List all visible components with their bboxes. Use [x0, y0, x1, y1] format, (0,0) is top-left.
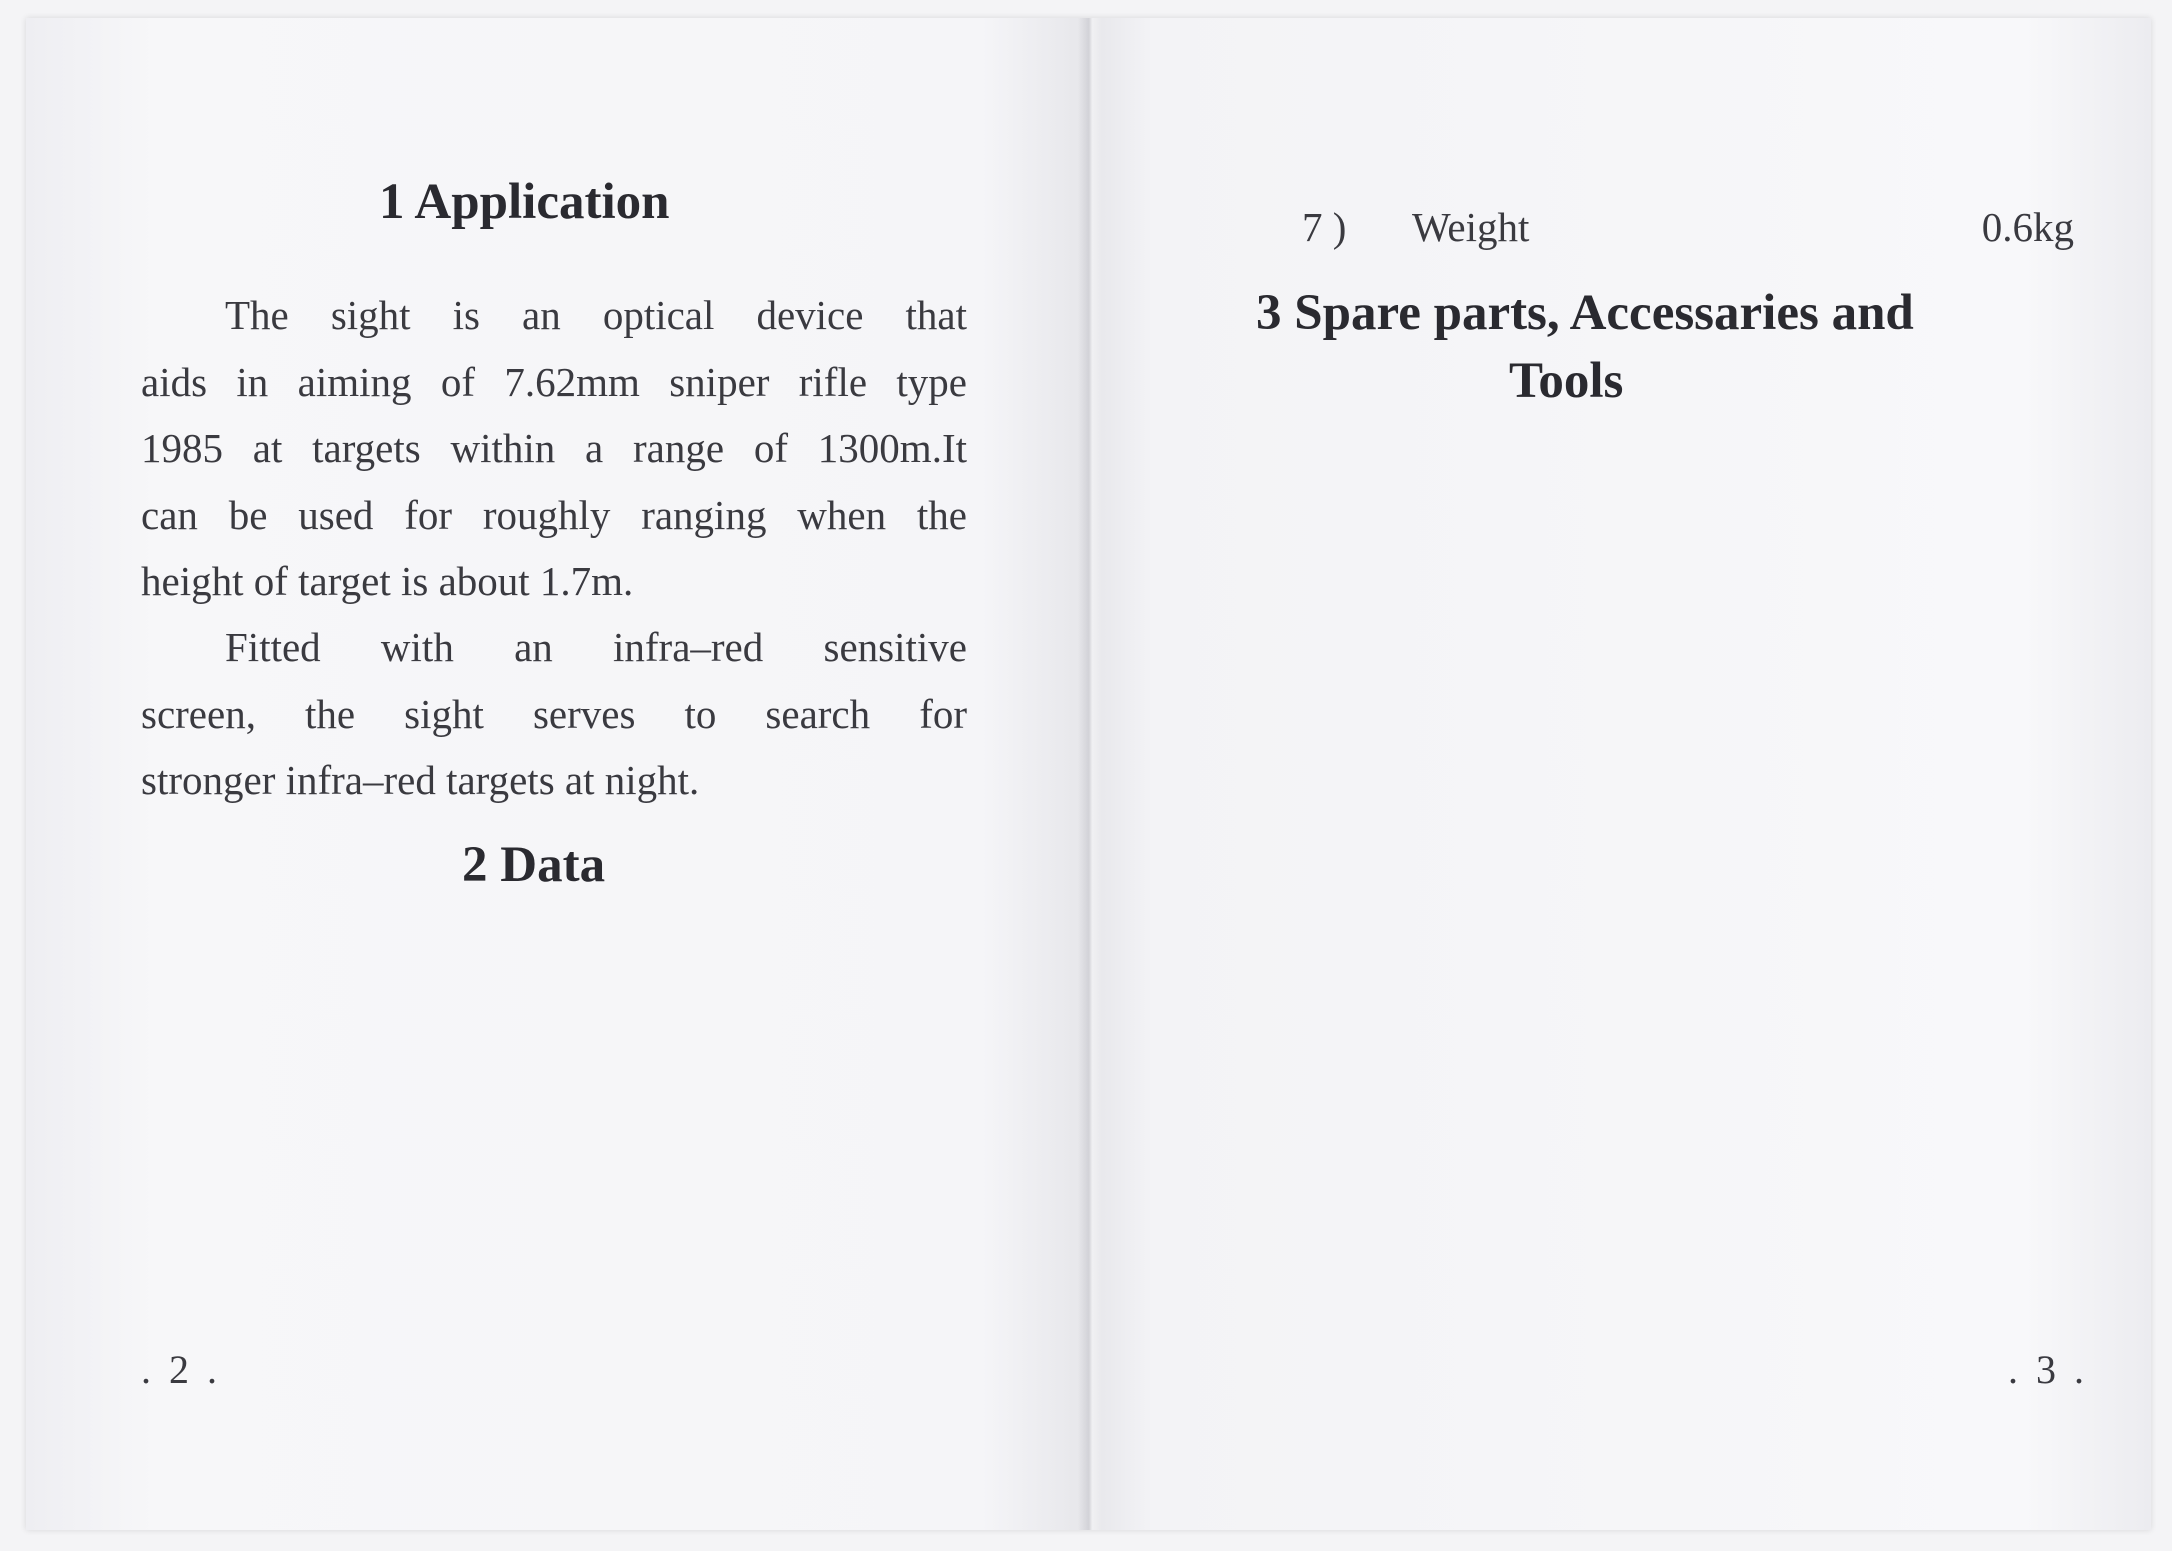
page-number: . 2 .	[141, 1347, 221, 1392]
text-line: screen, the sight serves to search for	[141, 690, 967, 737]
page-number: . 3 .	[2008, 1347, 2088, 1392]
data-heading: 2 Data	[462, 837, 606, 893]
application-paragraph-2	[141, 614, 967, 814]
application-heading: 1 Application	[379, 174, 670, 230]
spare-parts-heading-tools: Tools	[1509, 353, 1624, 409]
text-line: Fitted with an infra–red sensitive	[225, 624, 967, 670]
left-page	[26, 18, 1086, 1530]
row-label: Weight	[1412, 204, 1530, 250]
right-page	[1090, 18, 2151, 1530]
text-line: The sight is an optical device that	[225, 292, 967, 338]
row-value: 0.6kg	[1981, 204, 2074, 250]
booklet-spread	[26, 18, 2151, 1530]
weight-row	[1090, 194, 2151, 260]
text-line: aids in aiming of 7.62mm sniper rifle type	[141, 358, 967, 405]
row-number: 7 )	[1302, 204, 1347, 250]
application-paragraph-1	[141, 282, 967, 615]
text-line: stronger infra–red targets at night.	[141, 757, 700, 803]
spare-parts-heading: 3 Spare parts, Accessaries and	[1256, 285, 1914, 341]
text-line: height of target is about 1.7m.	[141, 558, 634, 604]
text-line: can be used for roughly ranging when the	[141, 491, 967, 538]
text-line: 1985 at targets within a range of 1300m.It	[141, 425, 967, 471]
